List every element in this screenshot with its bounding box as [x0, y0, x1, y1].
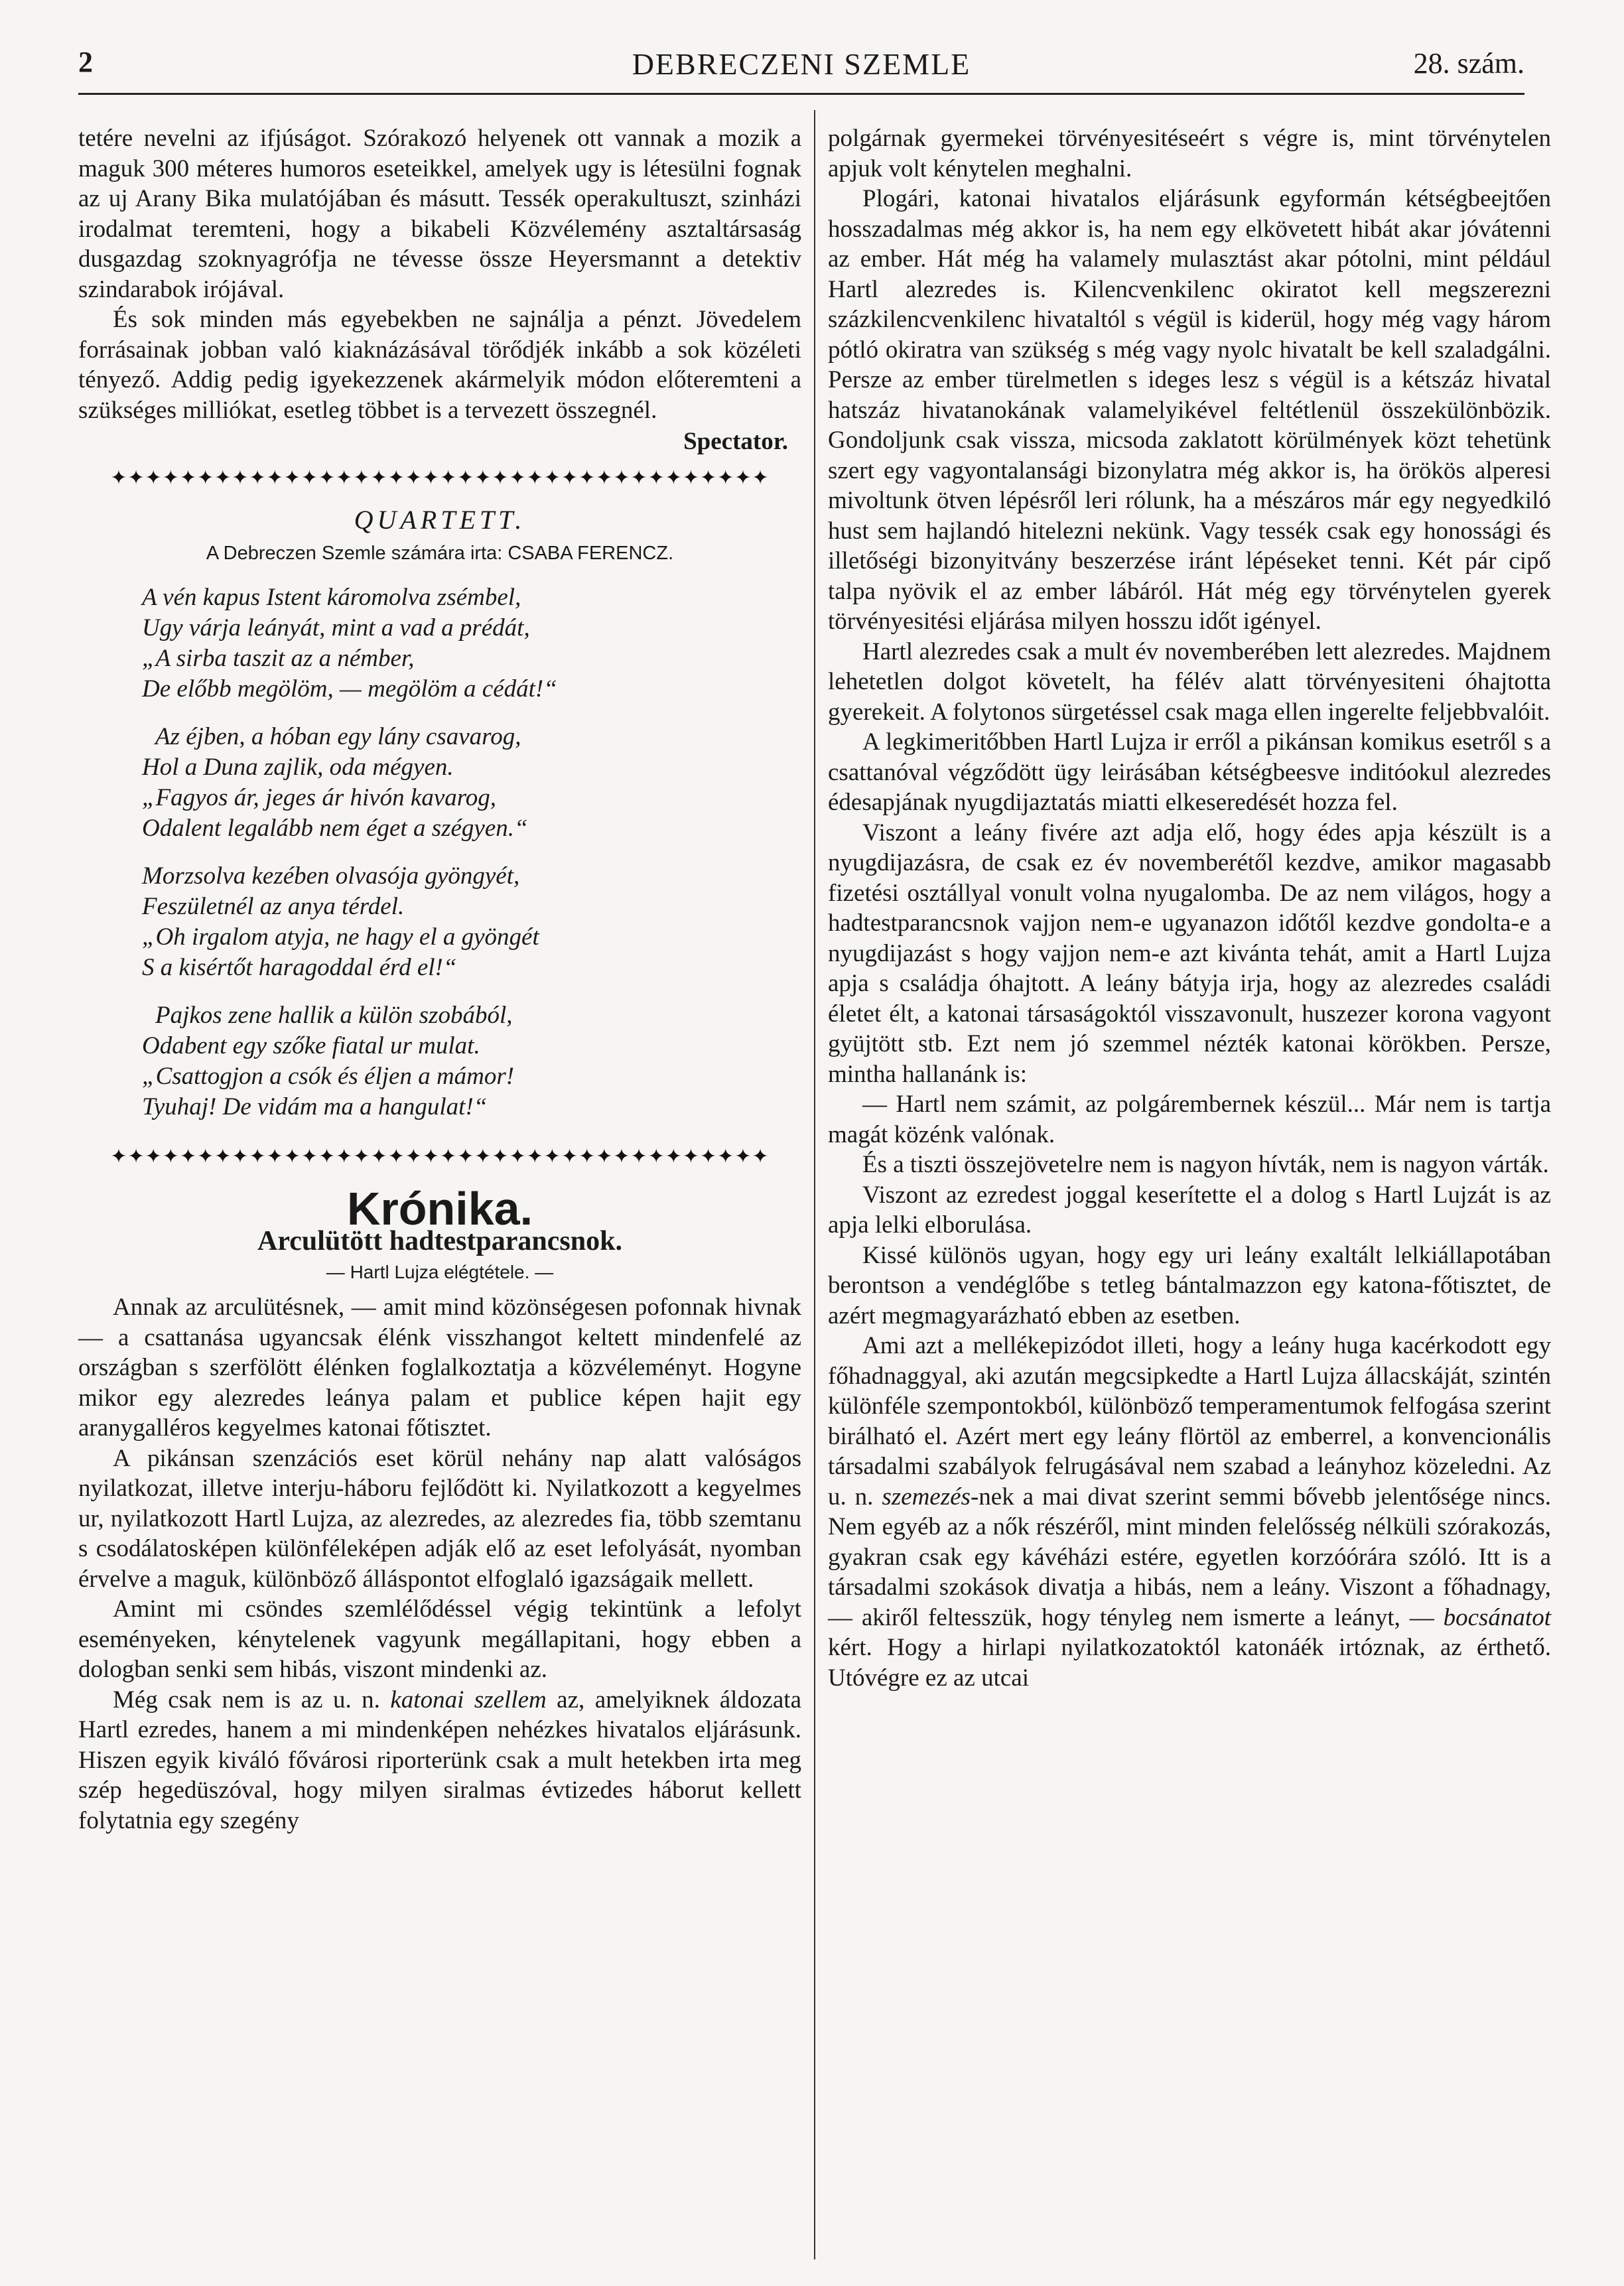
text-run: Még csak nem is az u. n. — [113, 1686, 391, 1714]
poem-line: „Csattogjon a csók és éljen a mámor! — [142, 1062, 515, 1090]
poem-line: Pajkos zene hallik a külön szobából, — [155, 1001, 513, 1029]
intro-paragraph: tetére nevelni az ifjúságot. Szórakozó helyenek ott vannak a mozik a maguk 300 méteres humoros eseteikkel, amelyek ugy is létesülni fognak az uj Arany Bika mulatójában és másutt. Tessék operakultuszt, szinházi irodalmat teremteni, hogy a bikabeli Közvélemény asztaltársaság dusgazdag szoknyagrófja ne tévesse össze Heyersmannt a detektiv szindarabok irójával. — [78, 125, 801, 303]
poem-line: Tyuhaj! De vidám ma a hangulat!“ — [142, 1093, 488, 1120]
ornament-divider: ✦✦✦✦✦✦✦✦✦✦✦✦✦✦✦✦✦✦✦✦✦✦✦✦✦✦✦✦✦✦✦✦✦✦✦✦✦✦ — [110, 1145, 770, 1168]
emphasis: szemezés — [882, 1483, 971, 1511]
article-paragraph: Hartl alezredes csak a mult év novemberében lett alezredes. Majdnem lehetetlen dolgot követelt, ha félév alatt törvényesiteni óhajtotta gyerekeit. A folytonos sürgetéssel csak maga ellen ingerelte feljebbvalóit. — [828, 638, 1551, 726]
poem-line: De előbb megölöm, — megölöm a cédát!“ — [142, 675, 557, 703]
journal-title: DEBRECZENI SZEMLE — [632, 47, 971, 81]
poem-line: Morzsolva kezében olvasója gyöngyét, — [142, 862, 520, 890]
article-paragraph — [828, 1331, 1551, 1693]
left-column — [78, 123, 801, 1836]
text-run: kért. Hogy a hirlapi nyilatkozatoktól katonáék irtóznak, az érthető. Utóvégre ez az utcai — [828, 1634, 1551, 1692]
poem-line: S a kisértőt haragoddal érd el!“ — [142, 953, 457, 981]
article-paragraph: Viszont az ezredest joggal keserítette el a dolog s Hartl Lujzát is az apja lelki elborulása. — [828, 1181, 1551, 1239]
text-run: az, amelyiknek áldozata Hartl ezredes, hanem a mi mindenképen nehézkes hivatalos eljárásunk. Hiszen egyik kiváló fővárosi riporterünk csak a mult hetekben irta meg szép hegedüszóval, hogy milyen siralmas évtizedes háborut kellett folytatnia egy szegény — [78, 1686, 802, 1834]
poem-line: Odabent egy szőke fiatal ur mulat. — [142, 1032, 480, 1059]
page-number: 2 — [78, 46, 93, 78]
poem-line: Ugy várja leányát, mint a vad a prédát, — [142, 614, 530, 641]
issue-number: 28. szám. — [1413, 47, 1524, 80]
text-run: Ami azt a mellékepizódot illeti, hogy a leány huga kacérkodott egy főhadnaggyal, aki azután megcsipkedte a Hartl Lujza állacskáját, szintén különféle szempontokból, különböző temperamentumok felfogása szerint birálható el. Azért mert egy leány flörtöl az emberrel, a konvencionális társadalmi szabályok felrugásával nem szabad a leányhoz közeledni. Az u. n. — [828, 1332, 1551, 1511]
poem-stanza — [142, 861, 801, 983]
poem-byline: A Debreczen Szemle számára irta: CSABA FERENCZ. — [206, 543, 674, 564]
emphasis: bocsánatot — [1443, 1603, 1551, 1631]
poem-stanza — [142, 722, 801, 844]
emphasis: katonai szellem — [390, 1686, 547, 1714]
poem-stanza — [142, 582, 801, 705]
ornament-divider: ✦✦✦✦✦✦✦✦✦✦✦✦✦✦✦✦✦✦✦✦✦✦✦✦✦✦✦✦✦✦✦✦✦✦✦✦✦✦ — [110, 466, 770, 489]
article-title: Arculütött hadtestparancsnok. — [257, 1226, 622, 1256]
poem-line: „Fagyos ár, jeges ár hivón kavarog, — [142, 783, 497, 811]
poem-line: Feszületnél az anya térdel. — [142, 892, 405, 920]
page-header — [78, 32, 1524, 92]
text-run: -nek a mai divat szerint semmi bővebb jelentősége nincs. Nem egyéb az a nők részéről, mint minden felelősség nélküli szórakozás, gyakran csak egy kávéházi estére, egyetlen korzóórára szóló. Itt is a társadalmi szokások divatja a hibás, nem a leány. Viszont a főhadnagy, — akiről feltesszük, hogy tényleg nem ismerte a leányt, — — [828, 1483, 1551, 1631]
intro-paragraph: És sok minden más egyebekben ne sajnálja a pénzt. Jövedelem forrásainak jobban való kiaknázásával törődjék inkább a sok közéleti tényező. Addig pedig igyekezzenek akármelyik módon előteremteni a szükséges milliókat, esetleg többet is a tervezett összegnél. — [78, 306, 801, 424]
header-rule — [78, 93, 1524, 95]
right-column — [828, 123, 1551, 1693]
poem-line: „Oh irgalom atyja, ne hagy el a gyöngét — [142, 923, 539, 951]
poem-line: A vén kapus Istent káromolva zsémbel, — [142, 583, 521, 611]
article-paragraph: Plogári, katonai hivatalos eljárásunk egyformán kétségbeejtően hosszadalmas még akkor is, ha nem egy elkövetett hibát akar jóvátenni az ember. Hát még ha valamely mulasztást akar pótolni, mint például Hartl alezredes is. Kilencvenkilenc okiratot kell megszerezni százkilencvenkilenc hivataltól s végül is kiderül, hogy még vagy három pótló okiratra van szükség s még vagy nyolc hivatalt be kell szaladgálni. Persze az ember türelmetlen s ideges lesz s végül is a kétszáz hivatal hatszáz hivatanokának valamelyikével feltétlenül összekülönbözik. Gondoljunk csak vissza, micsoda zaklatott körülmények közt tehetünk szert egy vagyontalansági bizonylatra még akkor is, ha örökös alperesi mivoltunk ötven lépésről leri rólunk, ha a mészáros már egy negyedkiló hust sem hajlandó hitelezni nekünk. Vagy tessék csak egy honossági és illetőségi bizonyitvány beszerzése iránt lépéseket tenni. Két pár cipő talpa nyövik el az ember lábáról. Hát még egy törvénytelen gyerek törvényesitési eljárása milyen hosszu időt igényel. — [828, 185, 1551, 635]
article-paragraph: polgárnak gyermekei törvényesitéseért s végre is, mint törvénytelen apjuk volt kénytelen meghalni. — [828, 125, 1551, 182]
poem-line: Hol a Duna zajlik, oda mégyen. — [142, 753, 454, 781]
article-paragraph: — Hartl nem számit, az polgárembernek készül... Már nem is tartja magát közénk valónak. — [828, 1091, 1551, 1148]
poem-title: QUARTETT. — [354, 504, 526, 535]
poem-line: Az éjben, a hóban egy lány csavarog, — [155, 722, 521, 750]
article-paragraph: És a tiszti összejövetelre nem is nagyon hívták, nem is nagyon várták. — [862, 1151, 1549, 1178]
article-paragraph: A legkimeritőbben Hartl Lujza ir erről a pikánsan komikus esetről s a csattanóval végződött ügy leirásában kétségbeesve inditóokul alezredes édesapjának nyugdijaztatás miatti elkeseredését hozza fel. — [828, 728, 1551, 816]
article-paragraph: A pikánsan szenzációs eset körül nehány nap alatt valóságos nyilatkozat, illetve interju-háboru fejlődött ki. Nyilatkozott a kegyelmes ur, nyilatkozott Hartl Lujza, az alezredes, az alezredes fia, több szemtanu s csodálatosképen különféleképen adják elő az eset lefolyását, nyomban érvelve a maguk, különböző álláspontot elfoglaló igazságaik mellett. — [78, 1444, 801, 1593]
article-paragraph: Viszont a leány fivére azt adja elő, hogy édes apja készült is a nyugdijazásra, de csak ez év novemberétől kezdve, amikor magasabb fizetési osztállyal vonult volna nyugalomba. De az nem világos, hogy a hadtestparancsnok vajjon nem-e ugyanazon időtől kezdve gondolta-e a nyugdijazást s hogy vajjon nem-e azt kivánta tehát, amit a Hartl Lujza apja s családja óhajtott. A leány bátyja irja, hogy az alezredes családi életet élt, a katonai társaságoktól visszavonult, huszezer korona vagyont gyüjtött stb. Ezt nem jó szemmel nézték katonai körökben. Persze, mintha hallanánk is: — [828, 819, 1551, 1088]
column-divider — [814, 110, 815, 2259]
signature: Spectator. — [683, 428, 788, 455]
article-paragraph: Annak az arculütésnek, — amit mind közönségesen pofonnak hivnak — a csattanása ugyancsak élénk visszhangot keltett mindenfelé az országban s szerfölött élénken foglalkoztatja a közvéleményt. Hogyne mikor egy alezredes leánya palam et publice képen hajit egy aranygalléros kegyelmes katonai főtisztet. — [78, 1294, 801, 1442]
poem-stanza — [142, 1000, 801, 1122]
article-subtitle: — Hartl Lujza elégtétele. — — [326, 1261, 554, 1282]
article-paragraph: Kissé különös ugyan, hogy egy uri leány exaltált lelkiállapotában berontson a vendéglőbe s tetleg bántalmazzon egy katona-főtisztet, de azért megmagyarázható ebben az esetben. — [828, 1241, 1551, 1329]
poem-line: „A sirba taszit az a némber, — [142, 644, 415, 672]
article-paragraph: Amint mi csöndes szemlélődéssel végig tekintünk a lefolyt eseményeken, kénytelenek vagyunk megállapitani, hogy ebben a dologban senki sem hibás, viszont mindenki az. — [78, 1595, 801, 1683]
section-title: Krónika. — [346, 1182, 533, 1235]
article-paragraph — [78, 1685, 801, 1836]
poem-line: Odalent legalább nem éget a szégyen.“ — [142, 814, 528, 842]
